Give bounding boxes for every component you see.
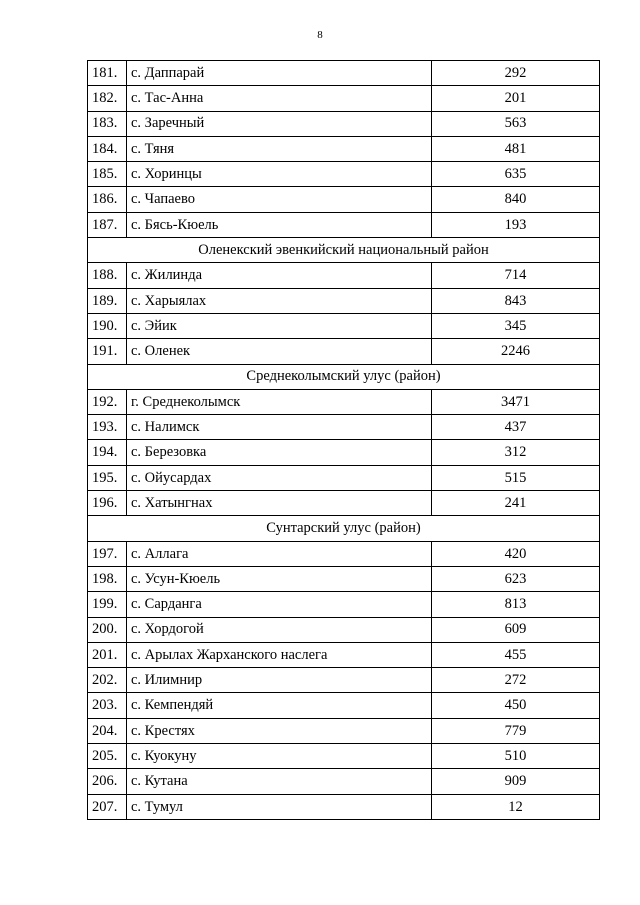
row-value: 193 [432, 212, 600, 237]
row-number: 206. [88, 769, 127, 794]
row-number: 192. [88, 389, 127, 414]
row-number: 200. [88, 617, 127, 642]
settlement-name: с. Тяня [127, 136, 432, 161]
table-row [88, 668, 600, 693]
settlement-name: с. Ойусардах [127, 465, 432, 490]
table-row [88, 415, 600, 440]
table-row [88, 111, 600, 136]
settlement-name: с. Хатынгнах [127, 491, 432, 516]
row-value: 345 [432, 313, 600, 338]
table-row [88, 541, 600, 566]
table-row [88, 61, 600, 86]
settlement-name: с. Сарданга [127, 592, 432, 617]
row-value: 563 [432, 111, 600, 136]
section-heading-row [88, 364, 600, 389]
settlement-name: с. Кемпендяй [127, 693, 432, 718]
settlement-name: с. Жилинда [127, 263, 432, 288]
settlement-name: с. Арылах Жарханского наслега [127, 642, 432, 667]
row-value: 450 [432, 693, 600, 718]
table-row [88, 162, 600, 187]
settlement-name: с. Хордогой [127, 617, 432, 642]
table-row [88, 212, 600, 237]
row-number: 185. [88, 162, 127, 187]
row-value: 2246 [432, 339, 600, 364]
section-heading-row [88, 516, 600, 541]
row-value: 813 [432, 592, 600, 617]
row-number: 204. [88, 718, 127, 743]
row-value: 510 [432, 744, 600, 769]
row-value: 455 [432, 642, 600, 667]
settlement-name: г. Среднеколымск [127, 389, 432, 414]
settlement-name: с. Даппарай [127, 61, 432, 86]
row-value: 201 [432, 86, 600, 111]
table-row [88, 592, 600, 617]
table-row [88, 339, 600, 364]
row-value: 12 [432, 794, 600, 819]
row-value: 312 [432, 440, 600, 465]
row-number: 194. [88, 440, 127, 465]
table-row [88, 440, 600, 465]
row-number: 186. [88, 187, 127, 212]
row-value: 241 [432, 491, 600, 516]
section-heading: Среднеколымский улус (район) [88, 364, 600, 389]
settlement-name: с. Усун-Кюель [127, 566, 432, 591]
row-number: 183. [88, 111, 127, 136]
table-row [88, 794, 600, 819]
table-row [88, 389, 600, 414]
settlement-name: с. Заречный [127, 111, 432, 136]
settlement-name: с. Налимск [127, 415, 432, 440]
row-number: 189. [88, 288, 127, 313]
row-number: 184. [88, 136, 127, 161]
row-value: 420 [432, 541, 600, 566]
settlement-name: с. Харыялах [127, 288, 432, 313]
row-number: 196. [88, 491, 127, 516]
row-value: 714 [432, 263, 600, 288]
settlement-name: с. Кутана [127, 769, 432, 794]
table-row [88, 288, 600, 313]
settlement-name: с. Аллага [127, 541, 432, 566]
settlement-name: с. Бясь-Кюель [127, 212, 432, 237]
row-value: 609 [432, 617, 600, 642]
settlement-name: с. Березовка [127, 440, 432, 465]
settlement-name: с. Куокуну [127, 744, 432, 769]
settlement-name: с. Хоринцы [127, 162, 432, 187]
row-number: 205. [88, 744, 127, 769]
table-row [88, 263, 600, 288]
row-value: 3471 [432, 389, 600, 414]
row-number: 201. [88, 642, 127, 667]
row-value: 515 [432, 465, 600, 490]
row-value: 272 [432, 668, 600, 693]
table-row [88, 718, 600, 743]
row-number: 181. [88, 61, 127, 86]
row-number: 188. [88, 263, 127, 288]
table-row [88, 744, 600, 769]
row-number: 198. [88, 566, 127, 591]
settlement-name: с. Чапаево [127, 187, 432, 212]
table-row [88, 136, 600, 161]
settlement-name: с. Эйик [127, 313, 432, 338]
table-row [88, 86, 600, 111]
settlement-name: с. Крестях [127, 718, 432, 743]
table-body [88, 61, 600, 820]
table-row [88, 617, 600, 642]
row-value: 623 [432, 566, 600, 591]
row-number: 193. [88, 415, 127, 440]
table-row [88, 187, 600, 212]
row-value: 292 [432, 61, 600, 86]
table-row [88, 769, 600, 794]
settlement-name: с. Илимнир [127, 668, 432, 693]
table-row [88, 566, 600, 591]
row-value: 437 [432, 415, 600, 440]
row-number: 207. [88, 794, 127, 819]
settlements-table [87, 60, 600, 820]
row-value: 909 [432, 769, 600, 794]
page-number: 8 [317, 29, 323, 41]
settlement-name: с. Тумул [127, 794, 432, 819]
row-number: 191. [88, 339, 127, 364]
section-heading-row [88, 238, 600, 263]
table-row [88, 465, 600, 490]
row-number: 203. [88, 693, 127, 718]
table-row [88, 313, 600, 338]
row-number: 199. [88, 592, 127, 617]
row-value: 481 [432, 136, 600, 161]
section-heading: Сунтарский улус (район) [88, 516, 600, 541]
section-heading: Оленекский эвенкийский национальный район [88, 238, 600, 263]
row-number: 190. [88, 313, 127, 338]
row-value: 635 [432, 162, 600, 187]
row-number: 195. [88, 465, 127, 490]
row-number: 182. [88, 86, 127, 111]
row-number: 197. [88, 541, 127, 566]
row-value: 843 [432, 288, 600, 313]
row-number: 202. [88, 668, 127, 693]
settlement-name: с. Тас-Анна [127, 86, 432, 111]
row-value: 840 [432, 187, 600, 212]
settlement-name: с. Оленек [127, 339, 432, 364]
row-number: 187. [88, 212, 127, 237]
table-row [88, 642, 600, 667]
row-value: 779 [432, 718, 600, 743]
table-row [88, 693, 600, 718]
table-row [88, 491, 600, 516]
